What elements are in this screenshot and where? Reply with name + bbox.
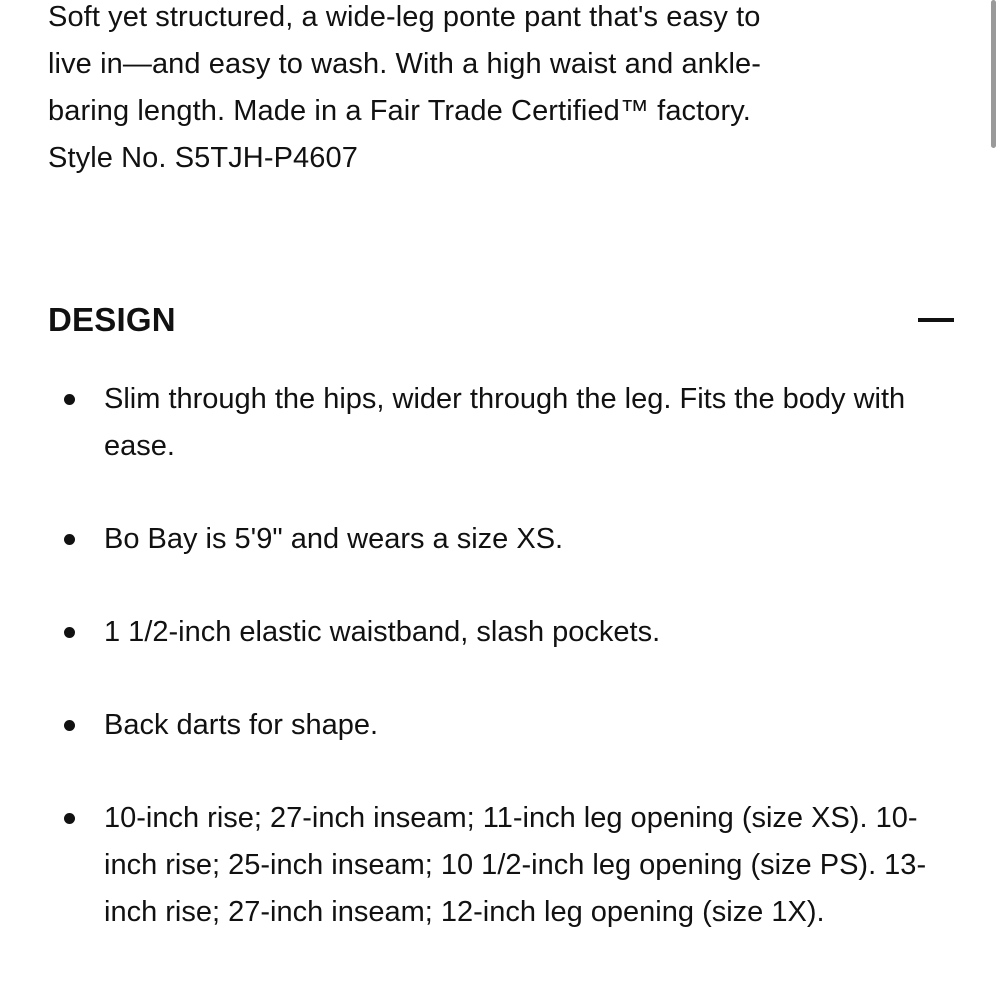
bullet-text: Slim through the hips, wider through the leg. Fits the body with ease. [104, 383, 906, 462]
style-number: Style No. S5TJH-P4607 [48, 142, 358, 174]
bullet-icon [64, 720, 75, 731]
description-line: Soft yet structured, a wide-leg ponte pant that's easy to [48, 1, 761, 33]
list-item [48, 609, 948, 656]
product-description [48, 0, 928, 182]
bullet-text: Bo Bay is 5'9" and wears a size XS. [104, 523, 564, 555]
list-item [48, 702, 948, 749]
bullet-text: Back darts for shape. [104, 709, 379, 741]
minus-icon[interactable] [918, 308, 954, 332]
list-item [48, 516, 948, 563]
design-section-toggle[interactable] [48, 296, 954, 344]
description-line: live in—and easy to wash. With a high waist and ankle- [48, 48, 762, 80]
list-item [48, 795, 948, 936]
bullet-text: 1 1/2-inch elastic waistband, slash pockets. [104, 616, 661, 648]
bullet-icon [64, 627, 75, 638]
description-line: baring length. Made in a Fair Trade Certified™ factory. [48, 95, 751, 127]
bullet-icon [64, 813, 75, 824]
scrollbar[interactable] [991, 0, 996, 148]
bullet-icon [64, 394, 75, 405]
bullet-icon [64, 534, 75, 545]
design-section-title: DESIGN [48, 301, 176, 338]
bullet-text: 10-inch rise; 27-inch inseam; 11-inch leg opening (size XS). 10-inch rise; 25-inch inseam; 10 1/2-inch leg opening (size PS). 13-inch rise; 27-inch inseam; 12-inch leg opening (size 1X). [104, 802, 927, 928]
list-item [48, 376, 948, 470]
design-bullet-list [48, 376, 948, 982]
